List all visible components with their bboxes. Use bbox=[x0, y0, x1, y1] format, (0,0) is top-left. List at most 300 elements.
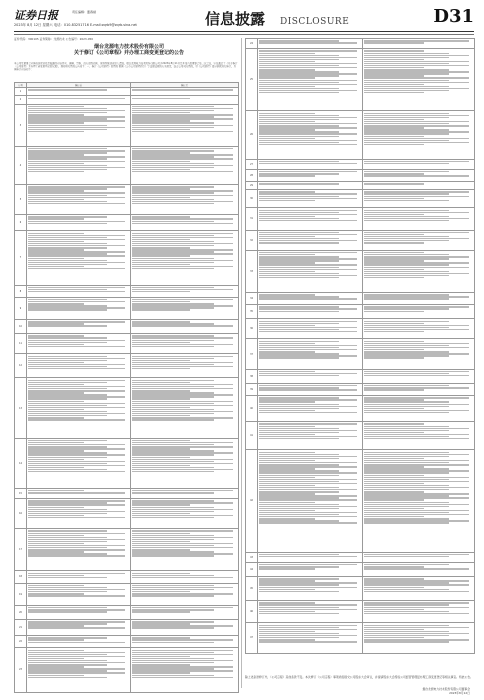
text-line bbox=[132, 577, 233, 578]
clause-before bbox=[258, 422, 363, 450]
clause-before bbox=[27, 378, 131, 438]
clause-before bbox=[27, 605, 131, 619]
clause-before bbox=[27, 146, 131, 184]
clause-before bbox=[258, 319, 363, 339]
clause-before bbox=[27, 438, 131, 488]
table-row bbox=[15, 104, 239, 146]
row-number: 3 bbox=[15, 104, 27, 146]
text-line bbox=[28, 291, 125, 292]
table-row bbox=[15, 319, 239, 333]
clause-before bbox=[27, 297, 131, 319]
clause-before bbox=[27, 215, 131, 231]
text-line bbox=[364, 277, 424, 278]
text-line bbox=[364, 183, 424, 184]
table-row bbox=[246, 292, 475, 304]
clause-after bbox=[363, 39, 475, 49]
clause-after bbox=[363, 159, 475, 169]
text-line bbox=[132, 517, 214, 518]
clause-before bbox=[258, 250, 363, 292]
table-row bbox=[246, 552, 475, 562]
text-line bbox=[28, 642, 125, 643]
table-row bbox=[246, 601, 475, 623]
clause-after bbox=[131, 378, 239, 438]
section-title-en: DISCLOSURE bbox=[280, 17, 350, 27]
text-line bbox=[132, 291, 190, 292]
text-line bbox=[132, 419, 214, 420]
row-number: 16 bbox=[15, 499, 27, 529]
text-line bbox=[364, 331, 424, 332]
clause-before bbox=[258, 450, 363, 552]
clause-before bbox=[258, 169, 363, 181]
clause-after bbox=[363, 396, 475, 422]
clause-after bbox=[131, 438, 239, 488]
text-line bbox=[259, 277, 339, 278]
table-row bbox=[246, 111, 475, 159]
clause-after bbox=[363, 552, 475, 562]
clause-after bbox=[131, 104, 239, 146]
text-line bbox=[28, 492, 125, 493]
clause-after bbox=[131, 499, 239, 529]
text-line bbox=[28, 611, 107, 612]
clause-before bbox=[258, 39, 363, 49]
text-line bbox=[28, 677, 107, 678]
table-row bbox=[15, 529, 239, 571]
text-line bbox=[132, 89, 233, 90]
text-line bbox=[132, 223, 233, 224]
masthead-logo: 证券日报 bbox=[14, 9, 58, 22]
date-line: 2023年 8月 12日 星期六 电话：010-83251716 E-mail:zqrb9@zqrb.sina.net bbox=[14, 23, 137, 27]
row-number: 23 bbox=[15, 648, 27, 692]
clause-after bbox=[363, 169, 475, 181]
clause-after bbox=[363, 49, 475, 111]
section-title: 信息披露 bbox=[205, 10, 266, 28]
table-row bbox=[246, 208, 475, 230]
row-number: 21 bbox=[15, 619, 27, 635]
row-number: 42 bbox=[246, 450, 258, 552]
text-line bbox=[364, 568, 469, 569]
text-line bbox=[364, 298, 449, 299]
row-number: 25 bbox=[246, 49, 258, 111]
amendment-table-right bbox=[245, 38, 475, 654]
text-line bbox=[259, 311, 339, 312]
text-line bbox=[259, 175, 315, 176]
table-row bbox=[15, 619, 239, 635]
row-number: 34 bbox=[246, 292, 258, 304]
row-number: 36 bbox=[246, 319, 258, 339]
clause-before bbox=[27, 529, 131, 571]
table-row bbox=[15, 96, 239, 104]
row-number: 44 bbox=[246, 562, 258, 576]
table-row bbox=[246, 450, 475, 552]
text-line bbox=[364, 522, 449, 523]
row-number: 45 bbox=[246, 576, 258, 600]
header-rule-thin bbox=[14, 34, 474, 35]
text-line bbox=[259, 200, 315, 201]
table-row bbox=[246, 181, 475, 189]
text-line bbox=[28, 368, 125, 369]
row-number: 8 bbox=[15, 285, 27, 297]
text-line bbox=[132, 627, 214, 628]
clause-after bbox=[131, 184, 239, 214]
row-number: 19 bbox=[15, 583, 27, 605]
clause-after bbox=[131, 583, 239, 605]
text-line bbox=[364, 556, 449, 557]
clause-before bbox=[27, 88, 131, 96]
clause-before bbox=[258, 190, 363, 208]
table-row bbox=[246, 383, 475, 395]
text-line bbox=[132, 325, 233, 326]
table-row bbox=[15, 88, 239, 96]
clause-before bbox=[258, 111, 363, 159]
clause-after bbox=[131, 231, 239, 285]
clause-after bbox=[131, 146, 239, 184]
clause-after bbox=[363, 292, 475, 304]
table-row bbox=[15, 215, 239, 231]
text-line bbox=[259, 641, 357, 642]
clause-before bbox=[258, 292, 363, 304]
table-row bbox=[15, 605, 239, 619]
header-no: 序号 bbox=[15, 83, 27, 88]
text-line bbox=[259, 42, 357, 43]
clause-before bbox=[27, 636, 131, 648]
row-number: 5 bbox=[15, 184, 27, 214]
text-line bbox=[259, 613, 339, 614]
closing-text: 除上述条款修订外，《公司章程》其他条款不变。本次修订《公司章程》事项尚需提交公司股东大会审议，并提请股东大会授权公司经营管理层办理工商变更登记等相关事宜。特此公告。 bbox=[245, 675, 473, 679]
table-row bbox=[246, 319, 475, 339]
table-row bbox=[246, 339, 475, 369]
row-number: 28 bbox=[246, 169, 258, 181]
clause-after bbox=[131, 319, 239, 333]
text-line bbox=[364, 389, 424, 390]
text-line bbox=[364, 175, 469, 176]
row-number: 4 bbox=[15, 146, 27, 184]
clause-before bbox=[27, 285, 131, 297]
clause-before bbox=[258, 601, 363, 623]
clause-before bbox=[258, 576, 363, 600]
stock-codes: 证券代码：300105 证券简称：龙源技术 公告编号：2023-050 bbox=[14, 37, 94, 41]
text-line bbox=[132, 492, 214, 493]
text-line bbox=[259, 144, 357, 145]
text-line bbox=[364, 220, 449, 221]
clause-after bbox=[131, 636, 239, 648]
row-number: 29 bbox=[246, 181, 258, 189]
text-line bbox=[132, 555, 214, 556]
clause-after bbox=[131, 648, 239, 692]
text-line bbox=[259, 522, 357, 523]
clause-after bbox=[363, 305, 475, 319]
clause-before bbox=[27, 319, 131, 333]
clause-before bbox=[258, 208, 363, 230]
row-number: 37 bbox=[246, 339, 258, 369]
clause-after bbox=[363, 383, 475, 395]
table-row bbox=[246, 562, 475, 576]
clause-before bbox=[27, 184, 131, 214]
table-row bbox=[246, 250, 475, 292]
row-number: 15 bbox=[15, 488, 27, 498]
text-line bbox=[364, 144, 424, 145]
clause-after bbox=[363, 190, 475, 208]
clause-before bbox=[258, 159, 363, 169]
header-after: 修订后 bbox=[131, 83, 239, 88]
clause-after bbox=[131, 297, 239, 319]
text-line bbox=[28, 555, 125, 556]
clause-before bbox=[27, 96, 131, 104]
text-line bbox=[132, 471, 214, 472]
text-line bbox=[259, 389, 357, 390]
text-line bbox=[132, 677, 233, 678]
amendment-table-left bbox=[14, 82, 239, 693]
clause-after bbox=[131, 334, 239, 354]
row-number: 27 bbox=[246, 159, 258, 169]
clause-before bbox=[27, 619, 131, 635]
clause-after bbox=[131, 605, 239, 619]
row-number: 18 bbox=[15, 571, 27, 583]
row-number: 41 bbox=[246, 422, 258, 450]
table-row bbox=[246, 422, 475, 450]
text-line bbox=[259, 92, 339, 93]
clause-after bbox=[131, 96, 239, 104]
text-line bbox=[364, 591, 469, 592]
row-number: 46 bbox=[246, 601, 258, 623]
header-before: 修订前 bbox=[27, 83, 131, 88]
text-line bbox=[28, 471, 125, 472]
clause-after bbox=[363, 111, 475, 159]
row-number: 20 bbox=[15, 605, 27, 619]
clause-before bbox=[27, 499, 131, 529]
clause-before bbox=[258, 230, 363, 250]
table-row bbox=[246, 190, 475, 208]
text-line bbox=[259, 242, 339, 243]
page-number: D31 bbox=[433, 6, 474, 27]
text-line bbox=[28, 98, 125, 99]
clause-after bbox=[131, 215, 239, 231]
row-number: 38 bbox=[246, 369, 258, 383]
clause-before bbox=[27, 583, 131, 605]
row-number: 13 bbox=[15, 378, 27, 438]
text-line bbox=[364, 92, 424, 93]
company-name: 烟台龙源电力技术股份有限公司 bbox=[93, 44, 164, 50]
row-number: 10 bbox=[15, 319, 27, 333]
table-row bbox=[246, 396, 475, 422]
text-line bbox=[28, 577, 107, 578]
clause-before bbox=[27, 104, 131, 146]
text-line bbox=[132, 368, 190, 369]
row-number: 2 bbox=[15, 96, 27, 104]
text-line bbox=[132, 309, 190, 310]
clause-before bbox=[258, 305, 363, 319]
clause-after bbox=[363, 450, 475, 552]
signature-block bbox=[422, 688, 470, 695]
table-row bbox=[246, 623, 475, 653]
clause-after bbox=[363, 319, 475, 339]
row-number: 22 bbox=[15, 636, 27, 648]
table-row bbox=[15, 231, 239, 285]
table-row bbox=[246, 230, 475, 250]
clause-before bbox=[27, 334, 131, 354]
text-line bbox=[259, 331, 357, 332]
text-line bbox=[28, 171, 84, 172]
text-line bbox=[28, 223, 107, 224]
text-line bbox=[259, 438, 339, 439]
clause-after bbox=[131, 354, 239, 378]
text-line bbox=[364, 375, 469, 376]
text-line bbox=[259, 375, 339, 376]
clause-before bbox=[258, 552, 363, 562]
row-number: 32 bbox=[246, 230, 258, 250]
text-line bbox=[364, 641, 449, 642]
clause-before bbox=[27, 354, 131, 378]
text-line bbox=[132, 171, 233, 172]
clause-before bbox=[258, 181, 363, 189]
table-row bbox=[15, 354, 239, 378]
table-row bbox=[246, 159, 475, 169]
row-number: 24 bbox=[246, 39, 258, 49]
table-row bbox=[246, 49, 475, 111]
text-line bbox=[364, 242, 424, 243]
clause-before bbox=[258, 623, 363, 653]
text-line bbox=[28, 346, 125, 347]
text-line bbox=[28, 419, 125, 420]
clause-after bbox=[363, 339, 475, 369]
signature: 烟台龙源电力技术股份有限公司董事会 bbox=[422, 687, 470, 691]
clause-after bbox=[363, 623, 475, 653]
text-line bbox=[364, 200, 449, 201]
text-line bbox=[28, 595, 125, 596]
clause-after bbox=[131, 285, 239, 297]
table-row bbox=[15, 184, 239, 214]
table-row bbox=[15, 583, 239, 605]
table-row bbox=[246, 169, 475, 181]
text-line bbox=[28, 627, 125, 628]
clause-after bbox=[363, 230, 475, 250]
text-line bbox=[364, 613, 469, 614]
table-row bbox=[15, 499, 239, 529]
row-number: 17 bbox=[15, 529, 27, 571]
text-line bbox=[364, 357, 424, 358]
text-line bbox=[364, 42, 424, 43]
text-line bbox=[364, 438, 469, 439]
table-row bbox=[15, 636, 239, 648]
clause-after bbox=[131, 488, 239, 498]
clause-before bbox=[27, 571, 131, 583]
row-number: 1 bbox=[15, 88, 27, 96]
text-line bbox=[132, 595, 214, 596]
row-number: 31 bbox=[246, 208, 258, 230]
text-line bbox=[132, 611, 190, 612]
text-line bbox=[28, 309, 107, 310]
signature-date: 2023年8月12日 bbox=[449, 690, 470, 695]
clause-before bbox=[258, 383, 363, 395]
table-row bbox=[15, 571, 239, 583]
text-line bbox=[259, 183, 339, 184]
clause-after bbox=[363, 601, 475, 623]
clause-after bbox=[363, 250, 475, 292]
text-line bbox=[132, 268, 214, 269]
clause-before bbox=[258, 369, 363, 383]
text-line bbox=[259, 298, 357, 299]
clause-after bbox=[363, 422, 475, 450]
table-row bbox=[246, 369, 475, 383]
text-line bbox=[259, 412, 357, 413]
clause-before bbox=[258, 396, 363, 422]
table-row bbox=[246, 305, 475, 319]
clause-after bbox=[131, 529, 239, 571]
table-row bbox=[15, 285, 239, 297]
table-row bbox=[15, 297, 239, 319]
table-row bbox=[246, 576, 475, 600]
clause-after bbox=[363, 576, 475, 600]
table-row bbox=[246, 39, 475, 49]
clause-before bbox=[258, 339, 363, 369]
text-line bbox=[259, 591, 339, 592]
editor-line: 责任编辑：董春禄 bbox=[72, 10, 97, 14]
clause-before bbox=[27, 231, 131, 285]
clause-after bbox=[363, 562, 475, 576]
text-line bbox=[132, 346, 214, 347]
clause-before bbox=[258, 562, 363, 576]
text-line bbox=[259, 357, 339, 358]
text-line bbox=[28, 203, 125, 204]
row-number: 47 bbox=[246, 623, 258, 653]
table-row bbox=[15, 146, 239, 184]
row-number: 39 bbox=[246, 383, 258, 395]
notice-title: 关于修订《公司章程》并办理工商变更登记的公告 bbox=[73, 50, 184, 56]
row-number: 35 bbox=[246, 305, 258, 319]
column-divider bbox=[241, 38, 242, 688]
row-number: 12 bbox=[15, 354, 27, 378]
clause-after bbox=[363, 208, 475, 230]
text-line bbox=[28, 517, 125, 518]
header-rule bbox=[14, 31, 474, 32]
text-line bbox=[364, 163, 449, 164]
text-line bbox=[132, 131, 233, 132]
text-line bbox=[28, 268, 125, 269]
text-line bbox=[132, 203, 214, 204]
clause-after bbox=[363, 369, 475, 383]
row-number: 6 bbox=[15, 215, 27, 231]
text-line bbox=[259, 556, 357, 557]
table-row bbox=[15, 648, 239, 692]
notice-intro: 本公司及董事会全体成员保证信息披露的内容真实、准确、完整，没有虚假记载、误导性陈述或重大遗漏。烟台龙源电力技术股份有限公司于2023年8月11日召开第六届董事会第二次会议，审议通过了《关于修订〈公司章程〉并办理工商变更登记的议案》，现将相关情况公告如下：一、修订《公司章程》的情况 根据《上市公司章程指引》等法律法规的有关规定，结合公司实际情况，对《公司章程》部分条款进行修订，具体修订内容如下： bbox=[14, 62, 238, 72]
row-number: 26 bbox=[246, 111, 258, 159]
clause-after bbox=[131, 88, 239, 96]
clause-after bbox=[363, 181, 475, 189]
text-line bbox=[259, 163, 357, 164]
row-number: 7 bbox=[15, 231, 27, 285]
text-line bbox=[132, 642, 214, 643]
text-line bbox=[132, 98, 190, 99]
table-row bbox=[15, 488, 239, 498]
text-line bbox=[28, 131, 84, 132]
clause-before bbox=[27, 488, 131, 498]
clause-before bbox=[27, 648, 131, 692]
table-row bbox=[15, 378, 239, 438]
clause-after bbox=[131, 571, 239, 583]
row-number: 30 bbox=[246, 190, 258, 208]
text-line bbox=[28, 325, 107, 326]
text-line bbox=[259, 568, 315, 569]
text-line bbox=[259, 220, 357, 221]
row-number: 43 bbox=[246, 552, 258, 562]
row-number: 33 bbox=[246, 250, 258, 292]
row-number: 40 bbox=[246, 396, 258, 422]
row-number: 11 bbox=[15, 334, 27, 354]
table-row bbox=[15, 334, 239, 354]
table-row bbox=[15, 438, 239, 488]
text-line bbox=[364, 412, 449, 413]
row-number: 9 bbox=[15, 297, 27, 319]
row-number: 14 bbox=[15, 438, 27, 488]
